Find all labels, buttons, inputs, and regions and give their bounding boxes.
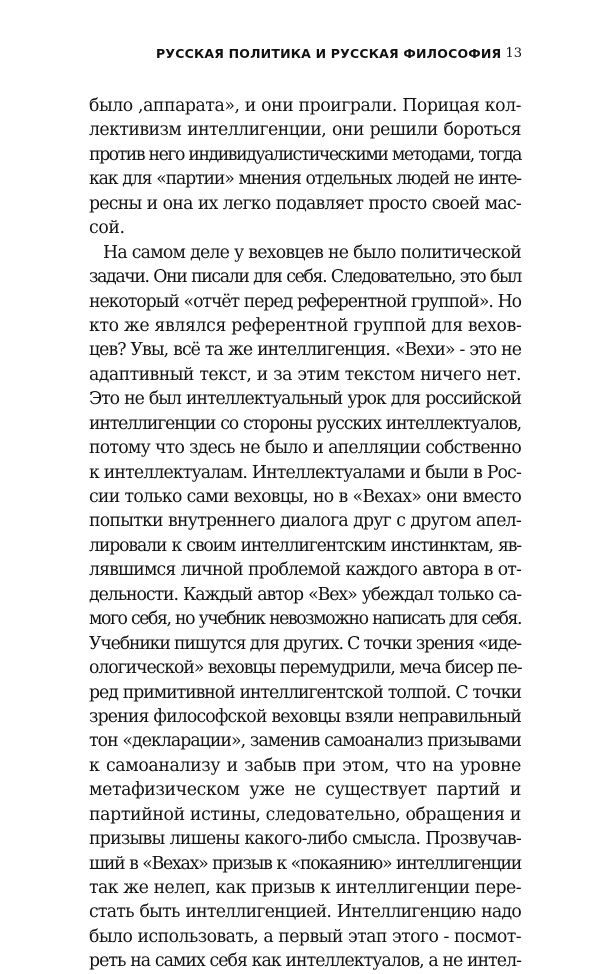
text-line: сии только сами веховцы, но в «Вехах» они вместо: [89, 487, 521, 507]
text-line: лективизм интеллигенции, они решили бороться: [89, 120, 521, 141]
text-line: так же нелеп, как призыв к интеллигенции пере-: [89, 878, 521, 898]
text-line: зрения философской веховцы взяли неправильный: [89, 706, 521, 727]
text-line: ший в «Вехах» призыв к «покаянию» интеллигенции: [89, 853, 521, 874]
text-line: кто же являлся референтной группой для вехов-: [89, 315, 522, 336]
text-line: тон «декларации», заменив самоанализ призывами: [89, 731, 521, 752]
text-line: сой.: [89, 218, 125, 239]
page-number: 13: [505, 46, 522, 61]
text-line: Учебники пишутся для других. С точки зрения «иде-: [89, 633, 521, 654]
text-line: ред примитивной интеллигентской толпой. С точки: [89, 682, 521, 703]
text-line: адаптивный текст, и за этим текстом ничего нет.: [89, 364, 521, 385]
text-line: На самом деле у веховцев не было политической: [103, 242, 521, 263]
body-text: [89, 94, 521, 974]
text-line: цев? Увы, всё та же интеллигенция. «Вехи» - это не: [89, 340, 521, 361]
text-line: метафизическом уже не существует партий и: [89, 780, 521, 801]
text-line: реть на самих себя как интеллектуалов, а не интел-: [89, 951, 521, 972]
text-line: задачи. Они писали для себя. Следовательно, это был: [89, 267, 521, 288]
text-line: призывы лишены какого-либо смысла. Прозвучав-: [89, 829, 521, 850]
running-head: [86, 46, 522, 64]
text-line: ресны и она их легко подавляет просто своей мас-: [89, 193, 521, 214]
running-title: РУССКАЯ ПОЛИТИКА И РУССКАЯ ФИЛОСОФИЯ: [156, 46, 502, 61]
text-line: было использовать, а первый этап этого - посмот-: [89, 926, 521, 947]
text-line: партийной истины, следовательно, обращения и: [89, 804, 522, 825]
text-line: ологической» веховцы перемудрили, меча бисер пе-: [89, 658, 522, 679]
text-line: лировали к своим интеллигентским инстинктам, яв-: [89, 535, 521, 556]
text-line: попытки внутреннего диалога друг с другом апел-: [89, 511, 521, 532]
text-line: к самоанализу и забыв при этом, что на уровне: [89, 755, 521, 776]
text-line: стать быть интеллигенцией. Интеллигенцию надо: [89, 902, 521, 923]
text-line: мого себя, но учебник невозможно написать для себя.: [89, 609, 521, 630]
text-line: против него индивидуалистическими методами, тогда: [89, 144, 521, 165]
text-line: некоторый «отчёт перед референтной группой». Но: [89, 291, 521, 312]
text-line: было ,аппарата», и они проиграли. Порицая кол-: [89, 96, 521, 116]
text-line: дельности. Каждый автор «Вех» убеждал только са-: [89, 584, 521, 605]
text-line: к интеллектуалам. Интеллектуалами и были в Рос-: [89, 462, 521, 483]
text-line: Это не был интеллектуальный урок для российской: [89, 389, 521, 410]
text-line: потому что здесь не было и апелляции собственно: [89, 438, 521, 459]
text-line: интеллигенции со стороны русских интеллектуалов,: [89, 413, 521, 434]
text-line: как для «партии» мнения отдельных людей не инте-: [89, 169, 521, 190]
text-line: лявшимся личной проблемой каждого автора в от-: [89, 560, 521, 581]
